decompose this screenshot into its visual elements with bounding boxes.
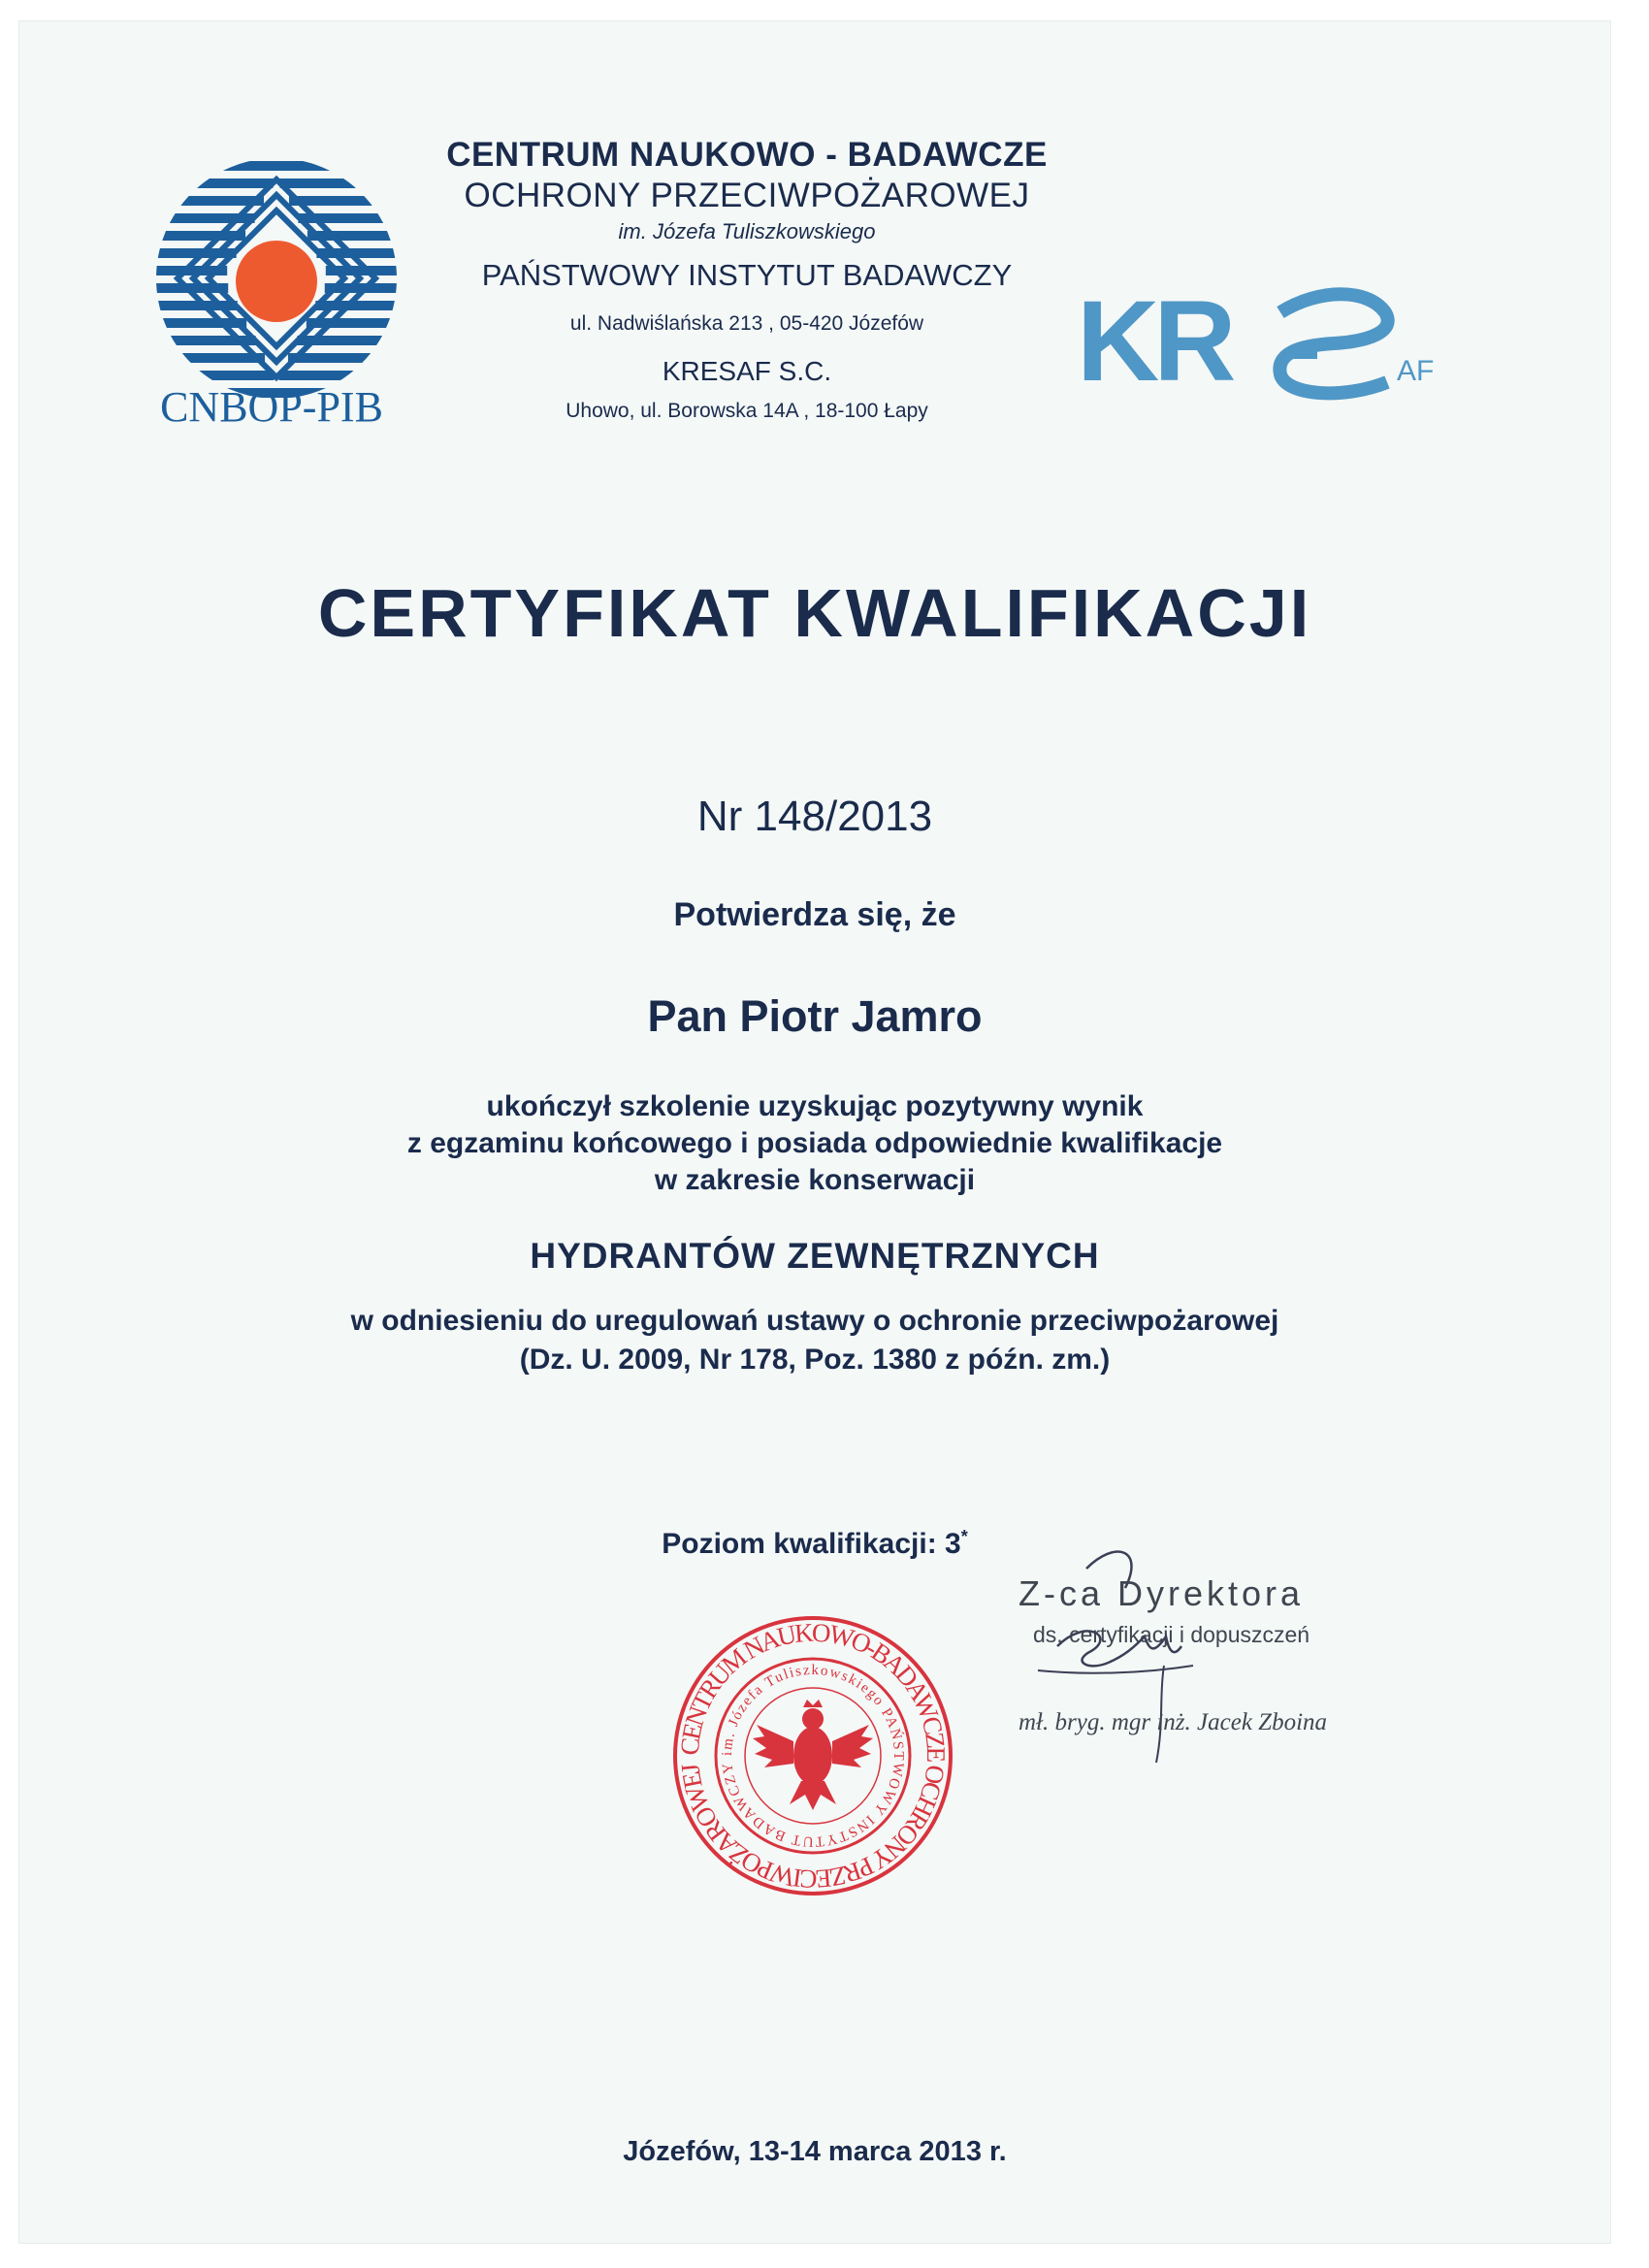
body-line1: ukończył szkolenie uzyskując pozytywny wynik: [486, 1090, 1144, 1122]
certificate-title: CERTYFIKAT KWALIFIKACJI: [317, 575, 1312, 651]
org-line2: OCHRONY PRZECIWPOŻAROWEJ: [464, 177, 1030, 214]
org-patron: im. Józefa Tuliszkowskiego: [618, 219, 876, 243]
signatory-name: mł. bryg. mgr inż. Jacek Zboina: [1018, 1709, 1328, 1735]
svg-text:KR: KR: [1077, 277, 1231, 405]
eagle-emblem-icon: [753, 1700, 873, 1810]
body-line2: z egzaminu końcowego i posiada odpowiednie kwalifikacje: [406, 1127, 1223, 1159]
scope-title: HYDRANTÓW ZEWNĘTRZNYCH: [530, 1236, 1100, 1276]
seal-outer-text: CENTRUM NAUKOWO-BADAWCZE OCHRONY PRZECIWPOŻAROWEJ: [674, 1617, 952, 1895]
level-label: Poziom kwalifikacji: 3: [662, 1528, 961, 1560]
reference-line1: w odniesieniu do uregulowań ustawy o ochronie przeciwpożarowej: [350, 1305, 1279, 1337]
logo-stripe: [136, 318, 246, 328]
level-line: [19, 1527, 1610, 1561]
logo-stripe: [136, 371, 275, 380]
certificate-number: Nr 148/2013: [696, 793, 933, 840]
svg-text:AF: AF: [1397, 355, 1435, 387]
logo-stripe: [136, 353, 265, 363]
cnbop-label: CNBOP-PIB: [160, 383, 383, 431]
kresaf-logo-icon: [1077, 274, 1474, 419]
certificate-page: [19, 21, 1610, 2243]
official-seal-icon: [667, 1610, 958, 1901]
partner-address: Uhowo, ul. Borowska 14A , 18-100 Łapy: [566, 400, 928, 422]
org-status: PAŃSTWOWY INSTYTUT BADAWCZY: [481, 258, 1013, 292]
confirm-text: Potwierdza się, że: [673, 896, 956, 933]
logo-stripe: [136, 196, 264, 206]
reference-text: [19, 1302, 1610, 1379]
reference-line2: (Dz. U. 2009, Nr 178, Poz. 1380 z późn. zm.): [519, 1344, 1111, 1376]
org-address: ul. Nadwiślańska 213 , 05-420 Józefów: [569, 312, 924, 335]
org-line1: CENTRUM NAUKOWO - BADAWCZE: [446, 136, 1048, 174]
partner-name: KRESAF S.C.: [662, 356, 832, 386]
holder-name: Pan Piotr Jamro: [647, 991, 983, 1041]
level-mark: *: [960, 1527, 968, 1546]
seal-inner-text: im. Józefa Tuliszkowskiego PAŃSTWOWY INSTYTUT BADAWCZY: [719, 1662, 907, 1850]
place-date: Józefów, 13-14 marca 2013 r.: [623, 2136, 1007, 2167]
signatory-title-line1: Z-ca Dyrektora: [1018, 1573, 1305, 1613]
signatory-title-line2: ds. certyfikacji i dopuszczeń: [1033, 1622, 1310, 1647]
logo-sun-icon: [236, 241, 317, 322]
logo-stripe: [136, 178, 273, 188]
body-text: [19, 1088, 1610, 1199]
body-line3: w zakresie konserwacji: [654, 1164, 976, 1196]
